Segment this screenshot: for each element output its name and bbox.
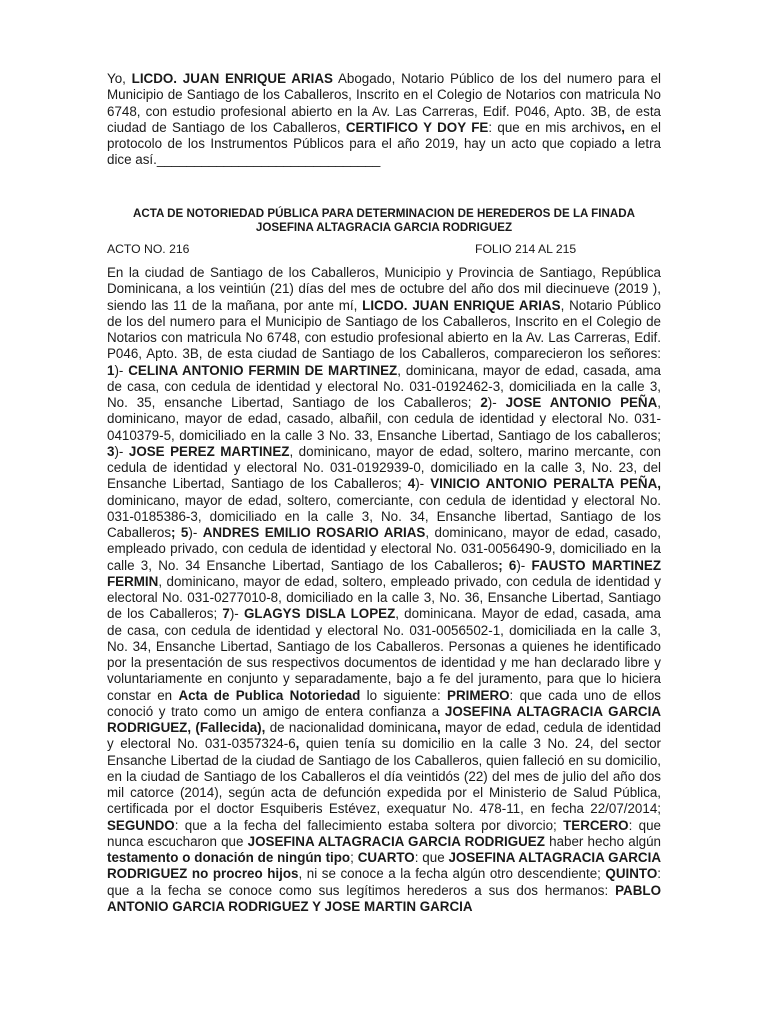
deceased-name: JOSEFINA ALTAGRACIA GARCIA RODRIGUEZ (247, 833, 545, 849)
appearer-name: FAUSTO MARTINEZ FERMIN (107, 557, 661, 589)
body-comma: , (295, 736, 300, 752)
body-text: , dominicano, mayor de edad, casado, albañil, con cedula de identidad y electoral No. 031-0410379-5, domiciliado en la calle 3 No. 33, Ensanche Libertad, Santiago de los caballeros; (107, 395, 662, 443)
body-text: dominicano, mayor de edad, soltero, comerciante, con cedula de identidad y electoral No. 031-0185386-3, domiciliado en la calle 3, No. 34, Ensanche libertad, Santiago de los Caballeros (107, 492, 661, 540)
intro-text: Abogado, Notario Público de los del numero para el Municipio de Santiago de los Caballeros, Inscrito en el Colegio de Notarios con matricula No 6748, con estudio profesional abierto en la Av. Las Carreras, Edif. P046, Apto. 3B, de esta ciudad de Santiago de los Caballeros, (107, 71, 662, 135)
intro-text: Yo, (107, 71, 132, 86)
body-text: , dominicano, mayor de edad, soltero, empleado privado, con cedula de identidad y electoral No. 031-0277010-8, domiciliado en la calle 3, No. 36, Ensanche Libertad, Santiago de los Caballeros; (107, 573, 661, 622)
body-text: : que a la fecha se conoce como sus legítimos herederos a sus dos hermanos: (107, 866, 661, 898)
appearer-name: ANDRES EMILIO ROSARIO ARIAS (202, 525, 426, 540)
item-number: 3 (107, 443, 115, 459)
body-text: , dominicano, mayor de edad, casado, empleado privado, con cedula de identidad y electoral No. 031-0056490-9, domiciliado en la calle 3, No. 34 Ensanche Libertad, Santiago de los Caballeros (107, 525, 661, 573)
notary-name: LICDO. JUAN ENRIQUE ARIAS (362, 297, 561, 313)
item-number: 7 (222, 606, 230, 622)
clause-label: QUINTO (605, 866, 658, 882)
body-text: )- (516, 557, 532, 573)
body-text: En la ciudad de Santiago de los Caballeros, Municipio y Provincia de Santiago, República Dominicana, a los veintiún (21) días del mes de octubre del año dos mil diecinueve (2019 ), siendo las 11 de la mañana, por ante mí, (107, 265, 661, 313)
intro-comma: , (621, 119, 626, 135)
item-number: 4 (407, 476, 416, 492)
appearer-name: CELINA ANTONIO FERMIN DE MARTINEZ (128, 362, 398, 378)
body-text: lo siguiente: (360, 687, 448, 703)
item-number: ; 5 (171, 525, 189, 540)
body-text: , dominicana. Mayor de edad, casada, ama de casa, con cedula de identidad y electoral No. 031-0056502-1, domiciliada en la calle 3, No. 34, Ensanche Libertad, Santiago de los Caballeros. Personas a quienes he identificado por la presentación de sus respectivos documentos de identidad y me han declarado libre y voluntariamente en conjunto y separadamente, bajo a fe del juramento, para que lo hiciera constar en (107, 606, 661, 703)
appearer-name: VINICIO ANTONIO PERALTA PEÑA, (430, 476, 661, 492)
body-text: haber hecho algún (544, 833, 662, 849)
emphasis-text: testamento o donación de ningún tipo (107, 850, 351, 865)
clause-label: SEGUNDO (107, 817, 175, 833)
document-title: ACTA DE NOTORIEDAD PÚBLICA PARA DETERMINACION DE HEREDEROS DE LA FINADA JOSEFINA ALTAGRACIA GARCIA RODRIGUEZ (133, 207, 635, 234)
blank-line: ______________________________ (156, 152, 381, 168)
acta-label: Acta de Publica Notoriedad (178, 687, 361, 703)
body-text: , Notario Público de los del numero para el Municipio de Santiago de los Caballeros, Inscrito en el Colegio de Notarios con matricula No 6748, con estudio profesional abierto en la Av. Las Carreras, Edif. P046, Apto. 3B, de esta ciudad de Santiago de los Caballeros, comparecieron los señores: (107, 297, 661, 362)
intro-paragraph (107, 71, 661, 169)
clause-label: TERCERO (563, 817, 629, 833)
heirs-names: PABLO ANTONIO GARCIA RODRIGUEZ Y JOSE MARTIN GARCIA (107, 882, 661, 914)
body-text: )- (188, 525, 203, 540)
folio-number: FOLIO 214 AL 215 (475, 242, 577, 256)
body-text: )- (487, 395, 506, 410)
clause-label: CUARTO (357, 850, 415, 865)
act-number: ACTO NO. 216 (107, 242, 190, 256)
body-text: quien tenía su domicilio en la calle 3 No. 24, del sector Ensanche Libertad de la ciudad de Santiago de los Caballeros, quien falleció en su domicilio, en la ciudad de Santiago de los Caballeros el día veintidós (22) del mes de julio del año dos mil catorce (2014), según acta de defunción expedida por el Ministerio de Salud Pública, certificada por el doctor Esquiberis Estévez, exequatur No. 478-11, en fecha 22/07/2014; (107, 736, 661, 817)
body-text: )- (114, 443, 129, 459)
certifico-label: CERTIFICO Y DOY FE (345, 119, 489, 135)
body-comma: , (436, 720, 441, 735)
body-paragraph (107, 265, 661, 915)
body-text: : que (414, 850, 449, 865)
deceased-name: JOSEFINA ALTAGRACIA GARCIA RODRIGUEZ, (Fallecida), (107, 703, 661, 735)
item-number: ; 6 (498, 557, 517, 573)
intro-text: en el protocolo de los Instrumentos Públicos para el año 2019, hay un acto que copiado a letra dice así. (107, 119, 661, 168)
body-text: : que a la fecha del fallecimiento estaba soltera por divorcio; (174, 817, 564, 833)
notary-name: LICDO. JUAN ENRIQUE ARIAS (131, 71, 333, 86)
body-text: : que cada uno de ellos conoció y trato como un amigo de entera confianza a (107, 687, 661, 719)
body-text: de nacionalidad dominicana (265, 720, 437, 735)
body-text: )- (114, 362, 129, 378)
clause-label: PRIMERO (447, 687, 510, 703)
body-text: : que nunca escucharon que (107, 817, 661, 849)
item-number: 1 (107, 362, 115, 378)
item-number: 2 (480, 395, 488, 410)
body-text: , dominicano, mayor de edad, soltero, marino mercante, con cedula de identidad y electoral No. 031-0192939-0, domiciliado en la calle 3, No. 23, del Ensanche Libertad, Santiago de los Caballeros; (107, 443, 662, 492)
appearer-name: GLAGYS DISLA LOPEZ (243, 606, 396, 622)
appearer-name: JOSE PEREZ MARTINEZ (128, 443, 290, 459)
body-text: mayor de edad, cedula de identidad y electoral No. 031-0357324-6 (107, 720, 662, 752)
body-text: ; (350, 850, 358, 865)
body-text: , dominicana, mayor de edad, casada, ama de casa, con cedula de identidad y electoral No. 031-0192462-3, domiciliada en la calle 3, No. 35, ensanche Libertad, Santiago de los Caballeros; (107, 362, 662, 410)
body-text: )- (415, 476, 431, 492)
appearer-name: JOSE ANTONIO PEÑA (505, 395, 658, 410)
body-text: )- (229, 606, 244, 622)
emphasis-text: JOSEFINA ALTAGRACIA GARCIA RODRIGUEZ no procreo hijos (107, 850, 661, 882)
intro-text: : que en mis archivos (488, 119, 622, 135)
body-text: , ni se conoce a la fecha algún otro descendiente; (298, 866, 606, 882)
